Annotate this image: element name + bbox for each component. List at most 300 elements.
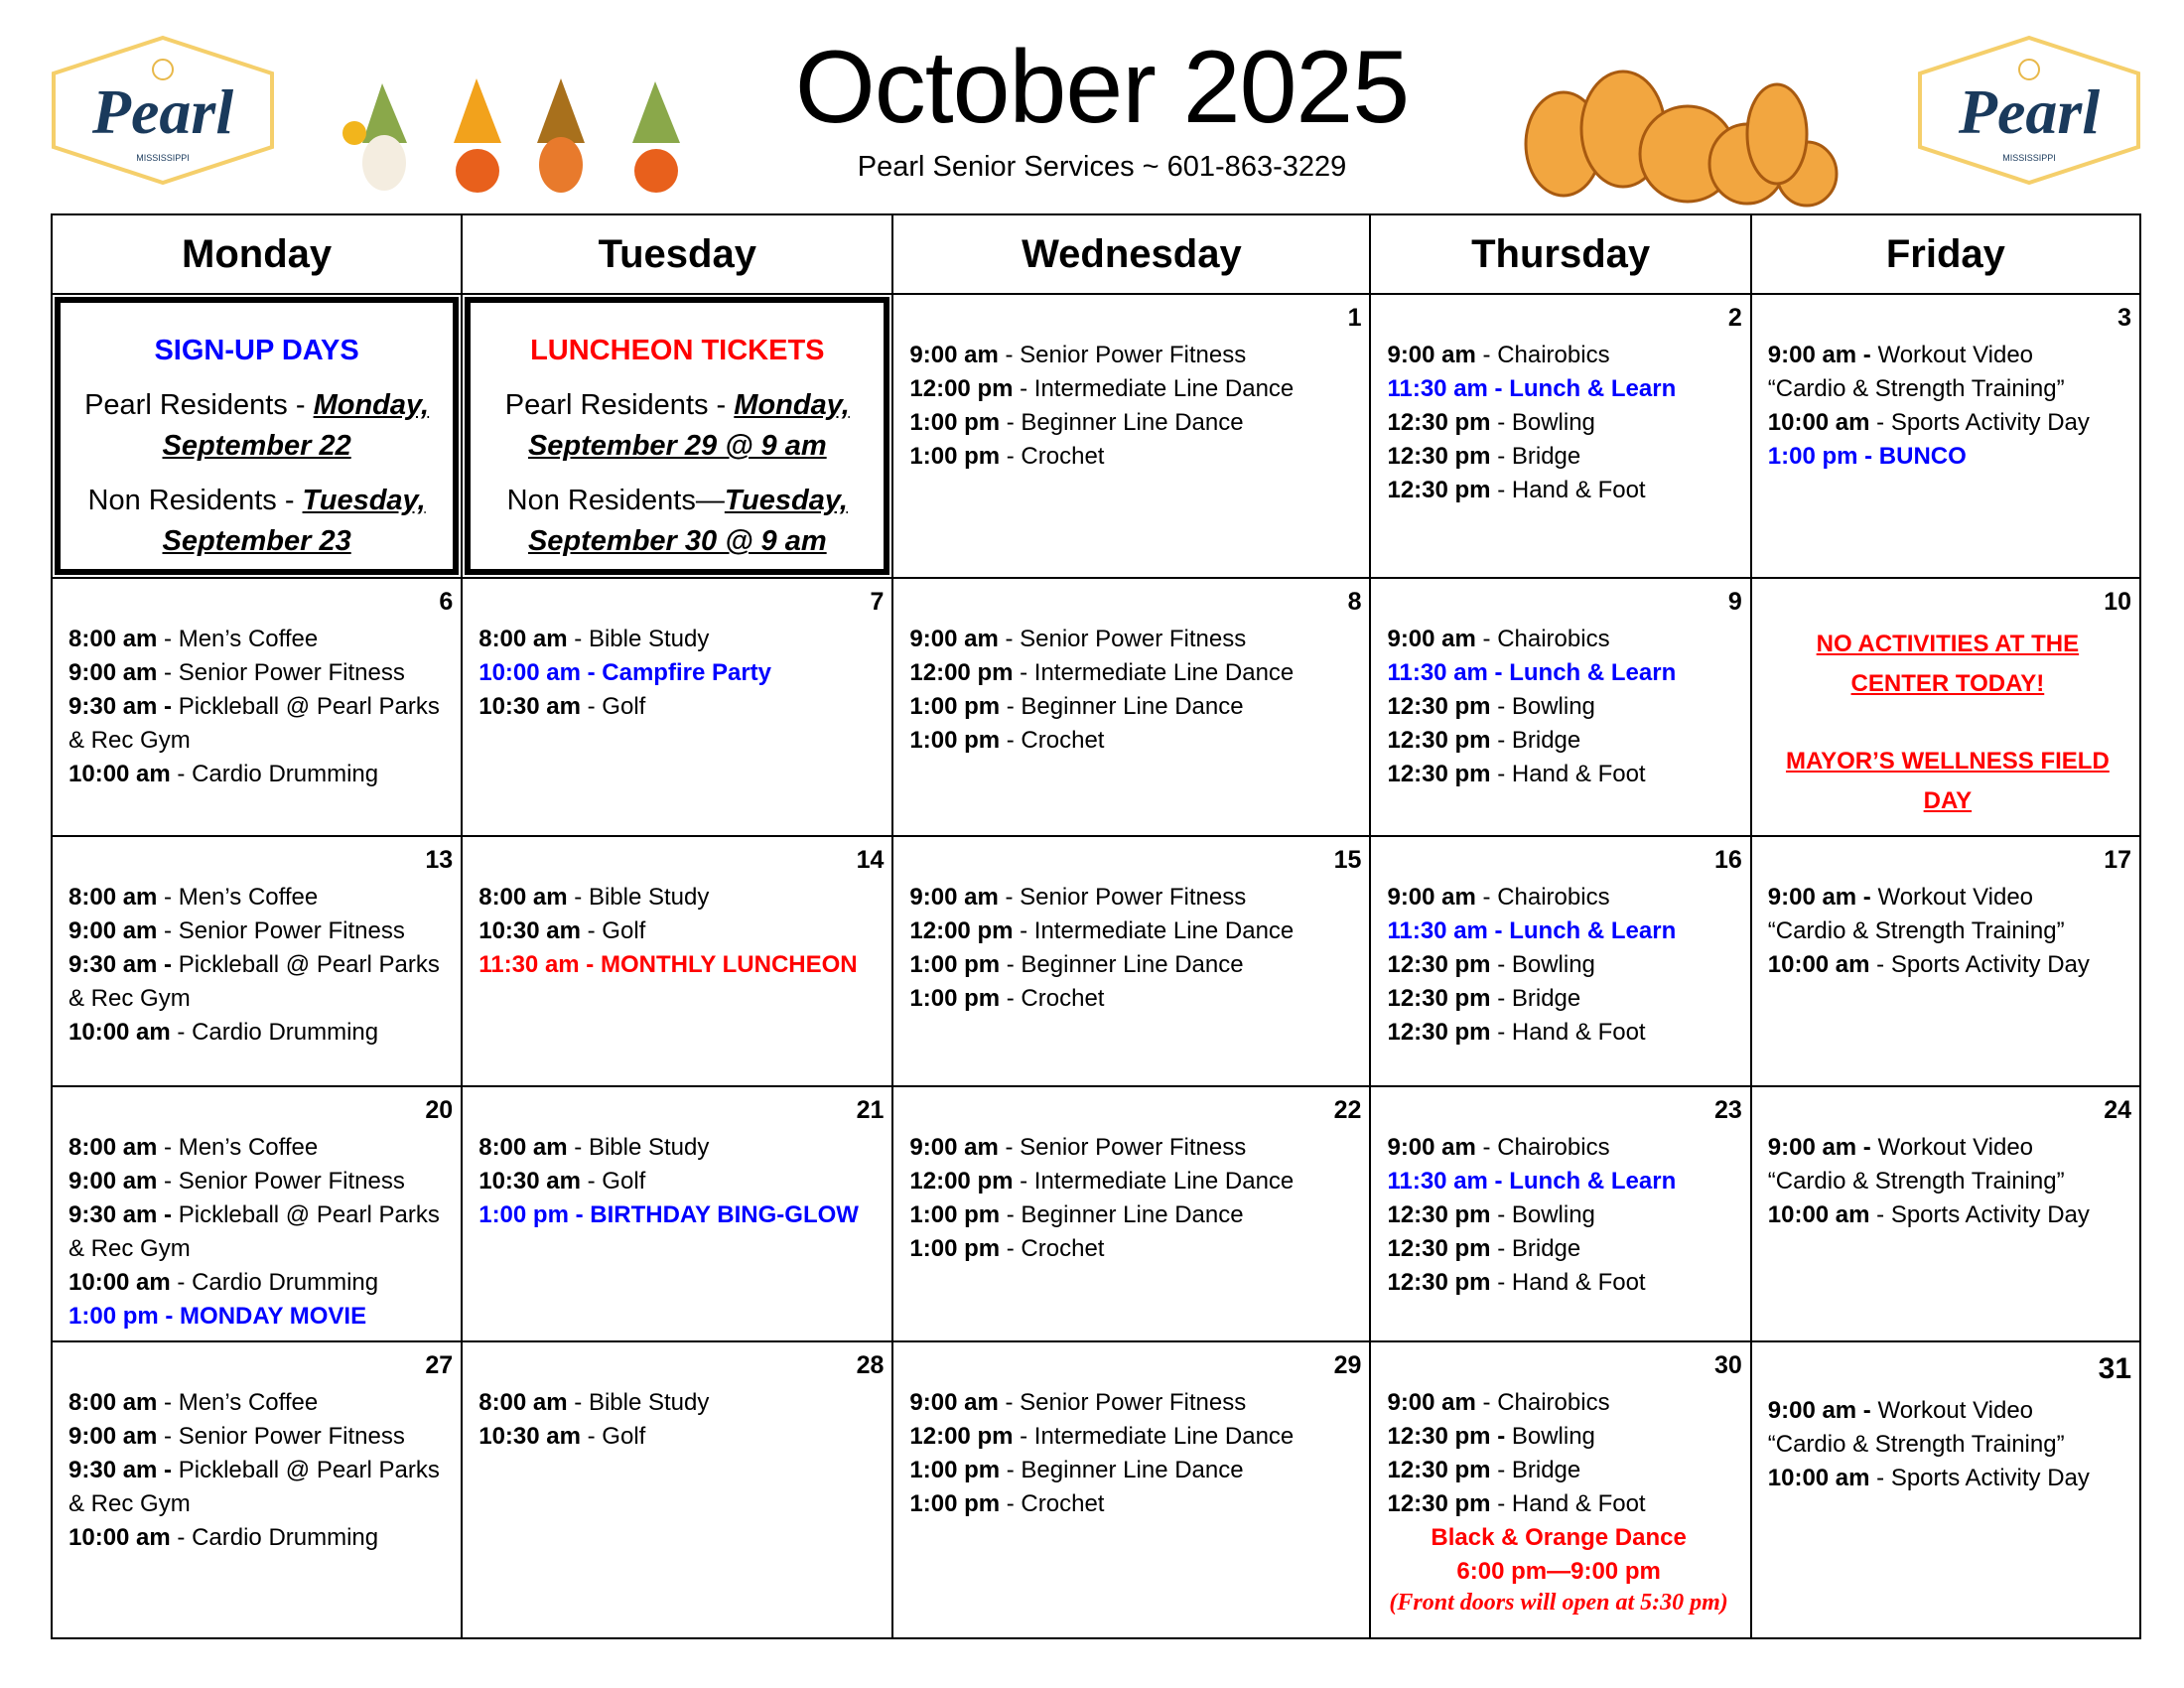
event-name: Crochet [1021, 443, 1105, 470]
event-item [68, 881, 449, 914]
event-name: Senior Power Fitness [1020, 342, 1247, 368]
event-separator: - [1475, 342, 1498, 368]
event-name: Intermediate Line Dance [1033, 659, 1295, 686]
event-time: 12:30 pm [1387, 693, 1491, 720]
event-item [478, 1386, 880, 1420]
weekday-header-row [53, 215, 2139, 293]
event-time: 12:00 pm [909, 375, 1014, 402]
event-name: Workout Video [1877, 1397, 2034, 1424]
event-separator: - [157, 884, 179, 911]
event-item [909, 914, 1357, 948]
event-highlight: 11:30 am - Lunch & Learn [1387, 1168, 1677, 1195]
pumpkins-illustration [1519, 50, 1846, 209]
day-cell [1750, 1087, 2139, 1340]
dance-event-line: (Front doors will open at 5:30 pm) [1389, 1590, 1728, 1616]
event-item [1387, 474, 1737, 507]
event-time: 8:00 am [68, 1389, 158, 1416]
event-highlight: 11:30 am - Lunch & Learn [1387, 375, 1677, 402]
event-separator: - [1475, 626, 1498, 652]
event-name: Pickleball @ Pearl Parks & Rec Gym [68, 951, 440, 1012]
event-time: 8:00 am [478, 1389, 568, 1416]
pearl-residents-label: Pearl Residents - [84, 389, 314, 421]
event-name: Sports Activity Day [1890, 409, 2090, 436]
event-item [68, 1266, 449, 1300]
event-separator: - [998, 1134, 1021, 1161]
event-name: Cardio Drumming [192, 1524, 379, 1551]
event-name: Senior Power Fitness [1020, 1134, 1247, 1161]
event-item [909, 881, 1357, 914]
event-item [909, 724, 1357, 758]
event-item [1387, 982, 1737, 1016]
event-name: Men’s Coffee [178, 1134, 319, 1161]
event-time: 9:00 am [68, 659, 158, 686]
event-name: Pickleball @ Pearl Parks & Rec Gym [68, 1457, 440, 1517]
dance-event-line: 6:00 pm—9:00 pm [1456, 1558, 1661, 1585]
event-item [478, 1198, 880, 1232]
luncheon-title: LUNCHEON TICKETS [530, 335, 825, 366]
no-activities-notice [1768, 623, 2127, 821]
event-time: 9:00 am [909, 1134, 999, 1161]
event-time: 10:30 am [478, 917, 581, 944]
event-item [478, 1165, 880, 1198]
event-item [1768, 440, 2127, 474]
event-time: 8:00 am [478, 1134, 568, 1161]
event-item [1768, 1462, 2127, 1495]
day-cell [1369, 837, 1749, 1085]
event-name: Intermediate Line Dance [1033, 1423, 1295, 1450]
event-name: Bowling [1511, 1201, 1595, 1228]
event-separator: - [998, 342, 1021, 368]
event-item [1387, 372, 1737, 406]
event-time: 9:00 am [909, 626, 999, 652]
notice-line: NO ACTIVITIES AT THE [1816, 631, 2080, 657]
event-name: Bible Study [588, 884, 710, 911]
day-cell [53, 295, 461, 577]
event-item [68, 623, 449, 656]
event-name: Bowling [1511, 1423, 1595, 1450]
event-separator: - [1490, 951, 1512, 978]
event-item [1387, 1232, 1737, 1266]
event-separator: - [1869, 951, 1891, 978]
event-time: 1:00 pm [909, 727, 1001, 754]
pearl-residents [471, 385, 884, 426]
event-highlight: 11:30 am - Lunch & Learn [1387, 917, 1677, 944]
event-time: 1:00 pm [909, 1490, 1001, 1517]
day-number: 30 [1713, 1351, 1742, 1379]
event-time: 12:30 pm [1387, 951, 1491, 978]
day-cell [53, 1342, 461, 1637]
event-highlight: 1:00 pm - BIRTHDAY BING-GLOW [478, 1201, 859, 1228]
event-item [478, 948, 880, 982]
event-time: 10:30 am [478, 1423, 581, 1450]
event-separator [172, 1457, 179, 1483]
event-name: Senior Power Fitness [178, 1423, 405, 1450]
pearl-residents-label: Pearl Residents - [504, 389, 735, 421]
event-separator: - [1490, 1019, 1512, 1046]
event-separator: - [580, 917, 603, 944]
event-item [1768, 1198, 2127, 1232]
event-item [909, 656, 1357, 690]
event-highlight: 1:00 pm - BUNCO [1767, 443, 1967, 470]
event-separator: - [170, 1269, 193, 1296]
event-time: 1:00 pm [909, 1201, 1001, 1228]
non-residents-date-line: September 30 @ 9 am [527, 525, 827, 557]
event-name: Chairobics [1497, 1134, 1610, 1161]
event-name: Beginner Line Dance [1021, 951, 1244, 978]
day-cell [891, 579, 1369, 835]
event-name: Workout Video [1877, 1134, 2034, 1161]
event-name: Golf [602, 1168, 646, 1195]
event-item [1387, 881, 1737, 914]
event-item [1387, 948, 1737, 982]
event-time: 12:30 pm [1387, 1019, 1491, 1046]
event-separator: - [1000, 693, 1022, 720]
event-item [1387, 339, 1737, 372]
pearl-residents-date-line: September 29 @ 9 am [527, 430, 827, 462]
event-item [1387, 440, 1737, 474]
day-cell [461, 1342, 891, 1637]
event-separator: - [1869, 1465, 1891, 1491]
day-cell [1750, 837, 2139, 1085]
event-separator: - [1013, 375, 1034, 402]
event-item [1387, 406, 1737, 440]
day-cell [1369, 1087, 1749, 1340]
event-separator: - [998, 626, 1021, 652]
event-separator: - [1490, 1269, 1512, 1296]
event-item [1387, 1131, 1737, 1165]
event-item [1768, 339, 2127, 372]
event-time: 1:00 pm [909, 985, 1001, 1012]
event-separator: - [567, 1134, 589, 1161]
week-row [53, 293, 2139, 577]
event-item [1387, 724, 1737, 758]
event-name: Pickleball @ Pearl Parks & Rec Gym [68, 1201, 440, 1262]
svg-text:MISSISSIPPI: MISSISSIPPI [136, 153, 190, 163]
event-time: 10:00 am [68, 1524, 171, 1551]
event-separator: - [157, 1134, 179, 1161]
event-item [1387, 690, 1737, 724]
event-separator: - [157, 1389, 179, 1416]
event-separator: - [1490, 761, 1512, 787]
weekday-friday: Friday [1750, 215, 2139, 293]
event-item [1768, 1131, 2127, 1165]
event-name: Hand & Foot [1511, 761, 1646, 787]
event-time: 12:30 pm [1387, 1490, 1491, 1517]
page-subtitle: Pearl Senior Services ~ 601-863-3229 [857, 151, 1347, 183]
event-name: Bridge [1511, 727, 1581, 754]
day-number: 2 [1727, 304, 1742, 332]
day-cell [891, 1342, 1369, 1637]
day-number: 21 [856, 1096, 885, 1124]
event-time: 12:30 pm [1387, 477, 1491, 503]
event-time: 1:00 pm [909, 443, 1001, 470]
event-item [909, 1386, 1357, 1420]
day-cell [1750, 579, 2139, 835]
weekday-tuesday: Tuesday [461, 215, 891, 293]
event-name: Cardio Drumming [192, 1019, 379, 1046]
event-item [909, 372, 1357, 406]
event-time: 12:00 pm [909, 659, 1014, 686]
event-item [1387, 1266, 1737, 1300]
day-number: 16 [1713, 846, 1742, 874]
event-name: Hand & Foot [1511, 1269, 1646, 1296]
week-row [53, 1340, 2139, 1637]
day-number: 10 [2104, 588, 2132, 616]
event-time: 12:30 pm [1387, 443, 1491, 470]
week-row [53, 835, 2139, 1085]
event-item [68, 1521, 449, 1555]
event-time: 10:00 am [68, 761, 171, 787]
event-separator: - [1490, 1457, 1512, 1483]
event-item [909, 406, 1357, 440]
event-name: Sports Activity Day [1890, 1465, 2090, 1491]
event-time: 1:00 pm [909, 1235, 1001, 1262]
event-item [909, 339, 1357, 372]
svg-text:MISSISSIPPI: MISSISSIPPI [2002, 153, 2056, 163]
event-item [909, 1198, 1357, 1232]
event-item [68, 1300, 449, 1334]
event-time: 9:00 am [909, 884, 999, 911]
event-name: Golf [602, 693, 646, 720]
luncheon-box [465, 297, 889, 575]
event-item [1768, 1428, 2127, 1462]
event-item [1387, 623, 1737, 656]
day-cell [1750, 1342, 2139, 1637]
event-time: 9:00 am [1387, 884, 1476, 911]
event-separator: - [1490, 985, 1512, 1012]
pearl-logo-left [50, 34, 276, 187]
event-name: Cardio Drumming [192, 1269, 379, 1296]
event-time: 10:00 am [1767, 951, 1870, 978]
event-name: Golf [602, 1423, 646, 1450]
day-cell [891, 837, 1369, 1085]
day-number: 6 [439, 588, 454, 616]
event-item [478, 656, 880, 690]
event-item [68, 1386, 449, 1420]
event-name: Hand & Foot [1511, 1490, 1646, 1517]
event-name: Beginner Line Dance [1021, 1201, 1244, 1228]
event-time: 12:30 pm [1387, 409, 1491, 436]
event-name: Sports Activity Day [1890, 1201, 2090, 1228]
event-time: 9:00 am [68, 1423, 158, 1450]
event-time: 9:00 am [68, 917, 158, 944]
event-separator: - [1475, 884, 1498, 911]
event-item [1768, 372, 2127, 406]
event-name: Chairobics [1497, 626, 1610, 652]
event-item [68, 758, 449, 791]
event-name: Bible Study [588, 626, 710, 652]
day-cell [1369, 295, 1749, 577]
svg-text:Pearl: Pearl [1958, 76, 2101, 147]
event-separator: - [1490, 443, 1512, 470]
event-name: Senior Power Fitness [1020, 1389, 1247, 1416]
event-item [68, 1165, 449, 1198]
event-separator: - [1490, 477, 1512, 503]
event-name: Senior Power Fitness [1020, 884, 1247, 911]
day-cell [53, 1087, 461, 1340]
day-number: 20 [425, 1096, 454, 1124]
event-item [1387, 914, 1737, 948]
event-separator: - [580, 1168, 603, 1195]
event-item [1768, 948, 2127, 982]
event-separator: - [580, 1423, 603, 1450]
event-item [478, 881, 880, 914]
event-item [1387, 1454, 1737, 1487]
event-item [68, 1131, 449, 1165]
event-item [68, 1454, 449, 1521]
event-separator: - [567, 884, 589, 911]
event-name: Crochet [1021, 1235, 1105, 1262]
event-separator: - [1013, 917, 1034, 944]
non-residents [471, 481, 884, 521]
event-separator: - [1000, 1201, 1022, 1228]
event-name: Sports Activity Day [1890, 951, 2090, 978]
event-item [1387, 1016, 1737, 1050]
event-time: 9:00 am [909, 342, 999, 368]
event-item [478, 690, 880, 724]
weekday-thursday: Thursday [1369, 215, 1749, 293]
day-number: 8 [1347, 588, 1362, 616]
day-number: 27 [425, 1351, 454, 1379]
event-name: Chairobics [1497, 884, 1610, 911]
event-time: 12:30 pm [1387, 1235, 1491, 1262]
week-row [53, 577, 2139, 835]
event-name: Chairobics [1497, 1389, 1610, 1416]
event-separator: - [157, 626, 179, 652]
event-time: 8:00 am [68, 626, 158, 652]
event-item [1768, 1165, 2127, 1198]
event-item [1387, 758, 1737, 791]
event-name: Intermediate Line Dance [1033, 375, 1295, 402]
event-item [1387, 1386, 1737, 1420]
day-cell [891, 295, 1369, 577]
day-cell [1750, 295, 2139, 577]
event-time: 8:00 am [68, 1134, 158, 1161]
event-time: 9:30 am - [68, 693, 173, 720]
event-name: Bible Study [588, 1389, 710, 1416]
event-time: 9:00 am [1387, 1389, 1476, 1416]
event-separator: - [1490, 693, 1512, 720]
weekday-monday: Monday [182, 232, 333, 276]
weekday-wednesday: Wednesday [891, 215, 1369, 293]
event-time: 8:00 am [68, 884, 158, 911]
event-item [478, 623, 880, 656]
event-name: Workout Video [1877, 884, 2034, 911]
day-number: 28 [856, 1351, 885, 1379]
event-time: 9:00 am - [1767, 342, 1871, 368]
event-item [909, 690, 1357, 724]
event-time: 10:00 am [1767, 1465, 1870, 1491]
event-time: 9:00 am [68, 1168, 158, 1195]
event-name: Men’s Coffee [178, 1389, 319, 1416]
event-name: “Cardio & Strength Training” [1767, 917, 2065, 944]
event-time: 12:30 pm [1387, 1201, 1491, 1228]
event-separator: - [1013, 1168, 1034, 1195]
event-item [909, 1420, 1357, 1454]
event-item [909, 1131, 1357, 1165]
event-separator: - [1000, 1235, 1022, 1262]
event-name: Bible Study [588, 1134, 710, 1161]
event-separator: - [170, 761, 193, 787]
day-number: 22 [1333, 1096, 1362, 1124]
event-item [909, 623, 1357, 656]
event-name: Hand & Foot [1511, 477, 1646, 503]
event-name: Bridge [1511, 1235, 1581, 1262]
event-time: 10:30 am [478, 1168, 581, 1195]
event-time: 1:00 pm [909, 409, 1001, 436]
event-name: Crochet [1021, 727, 1105, 754]
day-cell [1369, 579, 1749, 835]
event-separator: - [998, 884, 1021, 911]
event-item [909, 1454, 1357, 1487]
event-item [909, 948, 1357, 982]
event-highlight: 11:30 am - MONTHLY LUNCHEON [478, 951, 858, 978]
event-separator: - [1013, 659, 1034, 686]
day-cell [461, 579, 891, 835]
signup-title: SIGN-UP DAYS [154, 335, 359, 366]
day-number: 13 [425, 846, 454, 874]
event-name: Bowling [1511, 693, 1595, 720]
event-separator: - [1490, 409, 1512, 436]
event-item [478, 914, 880, 948]
event-name: Bridge [1511, 985, 1581, 1012]
event-time: 12:30 pm [1387, 1269, 1491, 1296]
event-time: 9:00 am [1387, 1134, 1476, 1161]
event-time: 10:00 am [1767, 1201, 1870, 1228]
pearl-logo-right [1916, 34, 2142, 187]
event-separator: - [998, 1389, 1021, 1416]
event-item [1387, 1487, 1737, 1521]
notice-line: MAYOR’S WELLNESS FIELD DAY [1785, 748, 2110, 814]
event-name: Senior Power Fitness [178, 917, 405, 944]
day-number: 24 [2104, 1096, 2132, 1124]
event-time: 9:00 am - [1767, 1397, 1871, 1424]
event-separator: - [1000, 1457, 1022, 1483]
event-item [68, 1198, 449, 1266]
event-time: 9:30 am - [68, 951, 173, 978]
week-row [53, 1085, 2139, 1340]
event-highlight: 1:00 pm - MONDAY MOVIE [68, 1303, 367, 1330]
event-time: 9:00 am [909, 1389, 999, 1416]
day-number: 3 [2117, 304, 2132, 332]
event-name: Beginner Line Dance [1021, 693, 1244, 720]
event-name: Hand & Foot [1511, 1019, 1646, 1046]
event-separator [1505, 1423, 1512, 1450]
event-time: 1:00 pm [909, 1457, 1001, 1483]
event-name: Bowling [1511, 409, 1595, 436]
event-name: Senior Power Fitness [178, 1168, 405, 1195]
gnomes-illustration [342, 73, 720, 197]
non-residents-label: Non Residents— [506, 485, 725, 516]
event-item [1387, 1420, 1737, 1454]
day-number: 7 [870, 588, 885, 616]
event-separator: - [1869, 409, 1891, 436]
event-item [1387, 1165, 1737, 1198]
event-name: Beginner Line Dance [1021, 1457, 1244, 1483]
event-item [68, 1016, 449, 1050]
event-separator: - [1490, 1490, 1512, 1517]
event-time: 9:00 am - [1767, 1134, 1871, 1161]
event-name: Bowling [1511, 951, 1595, 978]
non-residents-date: Tuesday, [724, 485, 848, 516]
svg-text:Pearl: Pearl [91, 76, 234, 147]
event-name: “Cardio & Strength Training” [1767, 1431, 2065, 1458]
event-item [478, 1131, 880, 1165]
event-item [1768, 881, 2127, 914]
event-time: 12:30 pm [1387, 727, 1491, 754]
day-number: 31 [2098, 1352, 2132, 1385]
event-name: Golf [602, 917, 646, 944]
